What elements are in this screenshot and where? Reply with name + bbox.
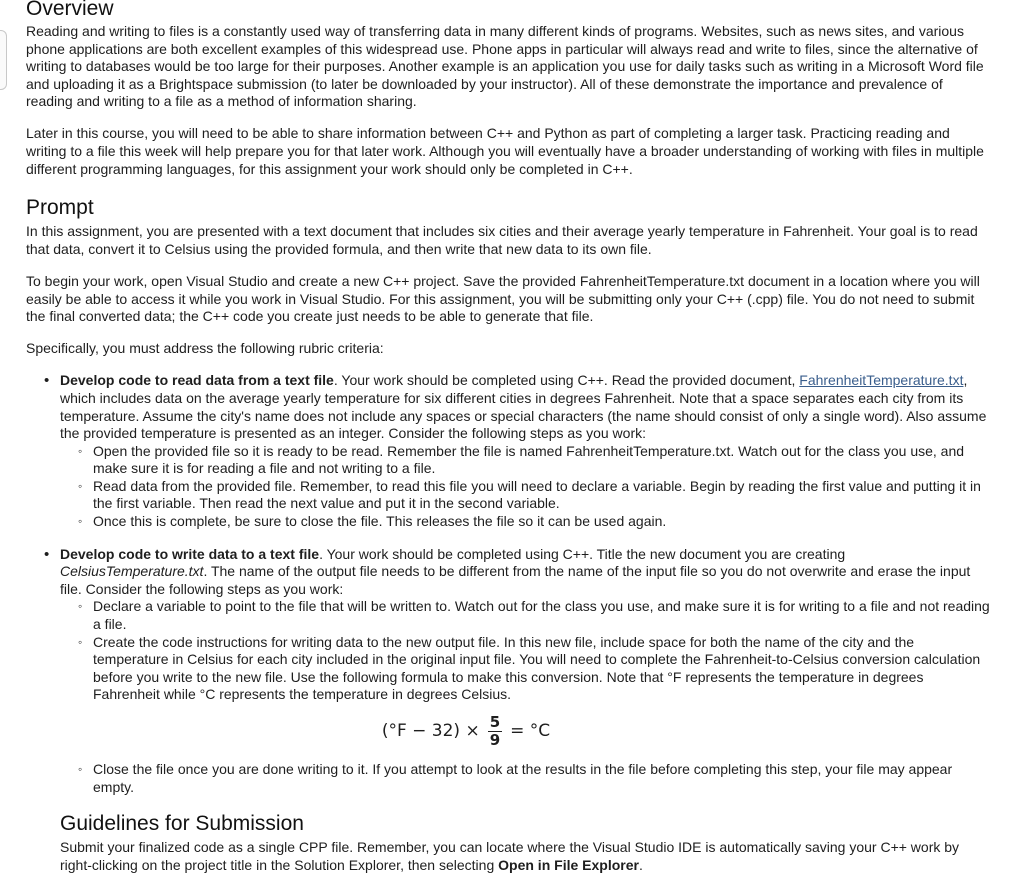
rubric-intro: Specifically, you must address the following rubric criteria: [26, 340, 384, 357]
guidelines-section [26, 812, 992, 874]
criterion-write [60, 546, 992, 797]
formula-left: (°F − 32) × [381, 720, 480, 741]
read-step: ◦ Once this is complete, be sure to close the file. This releases the file so it can be used again. [93, 513, 992, 531]
criterion-read [60, 372, 992, 530]
formula-numerator: 5 [489, 713, 501, 731]
prompt-paragraph-1: In this assignment, you are presented with a text document that includes six cities and their average yearly temperature in Fahrenheit. Your goal is to read that data, convert it to Celsius using the provided formula, and then write that new data to its own file. [26, 223, 978, 257]
read-steps-list [60, 443, 992, 531]
formula-right: = °C [510, 720, 551, 741]
read-step: ◦ Open the provided file so it is ready to be read. Remember the file is named FahrenheitTemperature.txt. Watch out for the class you use, and make sure it is for reading a file and not writing to a file. [93, 443, 992, 478]
write-step: ◦ Close the file once you are done writing to it. If you attempt to look at the results in the file before completing this step, your file may appear empty. [93, 761, 992, 796]
fahrenheit-file-link[interactable]: FahrenheitTemperature.txt [799, 372, 964, 389]
read-step: ◦ Read data from the provided file. Remember, to read this file you will need to declare a variable. Begin by reading the first value and putting it in the first variable. Then read the next value and put it in the second variable. [93, 478, 992, 513]
rubric-criteria-list [26, 372, 992, 796]
write-steps-list-continued [60, 761, 992, 796]
write-step: ◦ Create the code instructions for writing data to the new output file. In this new file, include space for both the name of the city and the temperature in Celsius for each city included in the original input file. You will need to complete the Fahrenheit-to-Celsius conversion calculation before you write to the new file. Use the following formula to make this conversion. Note that °F represents the temperature in degrees Fahrenheit while °C represents the temperature in degrees Celsius. [93, 634, 992, 704]
prompt-paragraph-2: To begin your work, open Visual Studio and create a new C++ project. Save the provided FahrenheitTemperature.txt document in a location where you will easily be able to access it while you work in Visual Studio. For this assignment, you will be submitting only your C++ (.cpp) file. You do not need to submit the final converted data; the C++ code you create just needs to be able to generate that file. [26, 272, 980, 325]
overview-paragraph-2: Later in this course, you will need to be able to share information between C++ and Python as part of completing a larger task. Practicing reading and writing to a file this week will help prepare you for that later work. Although you will eventually have a broader understanding of working with files in multiple different programming languages, for this assignment your work should only be completed in C++. [26, 125, 984, 177]
guidelines-paragraph: Submit your finalized code as a single CPP file. Remember, you can locate where the Visual Studio IDE is automatically saving your C++ work by right-clicking on the project title in the Solution Explorer, then selecting Open in File Explorer. [60, 839, 960, 873]
criterion-write-text: Develop code to write data to a text file. Your work should be completed using C++. Title the new document you are creating CelsiusTemperature.txt. The name of the output file needs to be different from the name of the input file so you do not overwrite and erase the input file. Consider the following steps as you work: [60, 545, 971, 597]
assignment-document [26, 0, 992, 889]
formula-fraction [488, 714, 502, 749]
guidelines-heading: Guidelines for Submission [60, 812, 304, 836]
formula-denominator: 9 [489, 731, 501, 749]
conversion-formula [60, 714, 992, 749]
criterion-read-text: Develop code to read data from a text file. Your work should be completed using C++. Read the provided document, FahrenheitTemperature.txt, which includes data on the average yearly temperature for six different cities in degrees Fahrenheit. Note that a space separates each city from its temperature. Assume the city's name does not include any spaces or special characters (the name should consist of only a single word). Also assume the provided temperature is presented as an integer. Consider the following steps as you work: [60, 372, 987, 442]
write-steps-list [60, 598, 992, 704]
page-edge-tab [0, 30, 7, 90]
overview-heading: Overview [26, 0, 114, 20]
write-step: ◦ Declare a variable to point to the file that will be written to. Watch out for the class you use, and make sure it is for writing to a file and not reading a file. [93, 598, 992, 633]
overview-paragraph-1: Reading and writing to files is a constantly used way of transferring data in many different kinds of programs. Websites, such as news sites, and various phone applications are both excellent examples of this widespread use. Phone apps in particular will always read and write to files, since the alternative of writing to databases would be too large for their purposes. Another example is an application you use for daily tasks such as writing in a Microsoft Word file and uploading it as a Brightspace submission (to later be downloaded by your instructor). All of these demonstrate the importance and prevalence of reading and writing to a file as a method of information sharing. [26, 23, 984, 110]
prompt-heading: Prompt [26, 196, 94, 220]
open-in-file-explorer-label: Open in File Explorer [498, 856, 639, 873]
